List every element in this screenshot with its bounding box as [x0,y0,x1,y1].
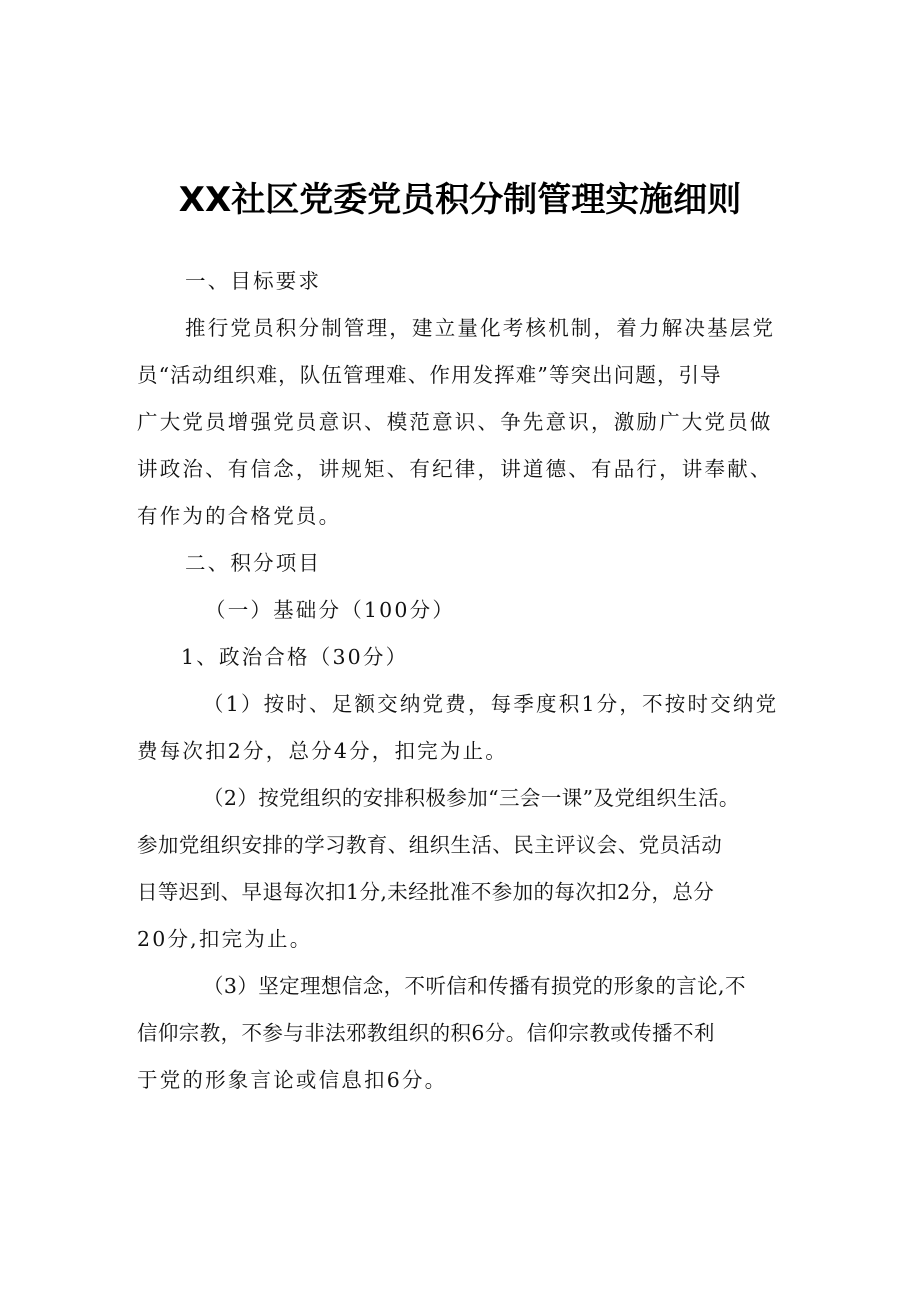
paragraph-line: （2）按党组织的安排积极参加“三会一课”及党组织生活。 [203,786,740,810]
paragraph-line: 20分,扣完为止。 [137,927,313,951]
section-heading-items: 二、积分项目 [185,551,322,575]
paragraph-line: 讲政治、有信念，讲规矩、有纪律，讲道德、有品行，讲奉献、 [137,457,773,481]
document-body [137,258,787,1104]
document-title: XX社区党委党员积分制管理实施细则 [178,180,742,220]
item-heading-political: 1、政治合格（30分） [181,645,409,669]
paragraph-line: 费每次扣2分，总分4分，扣完为止。 [137,739,508,763]
paragraph-line: 参加党组织安排的学习教育、组织生活、民主评议会、党员活动 [137,833,723,857]
paragraph-line: （3）坚定理想信念，不听信和传播有损党的形象的言论,不 [203,974,746,998]
paragraph-line: 于党的形象言论或信息扣6分。 [137,1068,448,1092]
paragraph-line: 有作为的合格党员。 [137,504,342,528]
paragraph-line: 推行党员积分制管理，建立量化考核机制，着力解决基层党 [185,316,776,340]
paragraph-line: 员“活动组织难，队伍管理难、作用发挥难”等突出问题，引导 [137,363,722,387]
section-heading-goals: 一、目标要求 [185,269,322,293]
paragraph-line: 信仰宗教，不参与非法邪教组织的积6分。信仰宗教或传播不利 [137,1021,715,1045]
paragraph-line: 日等迟到、早退每次扣1分,未经批准不参加的每次扣2分，总分 [137,880,715,904]
paragraph-line: 广大党员增强党员意识、模范意识、争先意识，激励广大党员做 [137,410,773,434]
paragraph-line: （1）按时、足额交纳党费，每季度积1分，不按时交纳党 [203,692,779,716]
subsection-heading-base-score: （一）基础分（100分） [205,598,456,622]
